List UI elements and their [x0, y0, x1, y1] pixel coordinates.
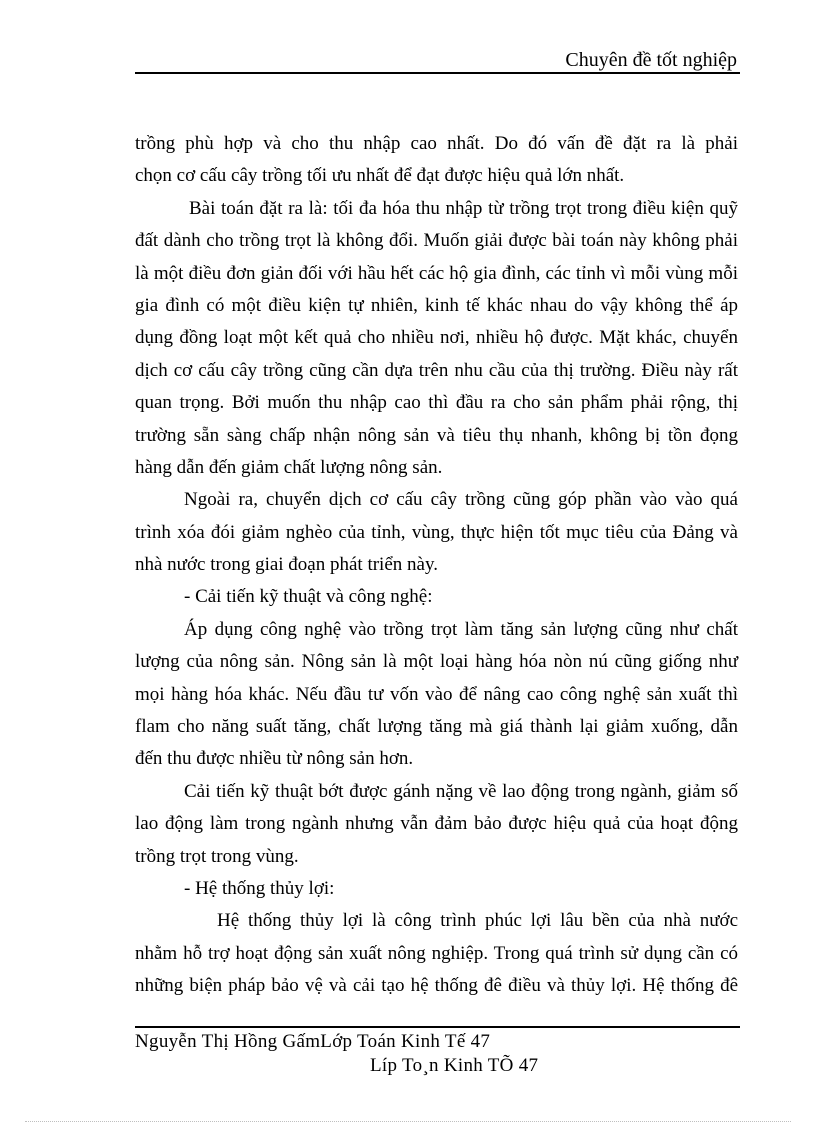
text-line: hàng dẫn đến giảm chất lượng nông sản.: [135, 456, 443, 478]
text-line: Ngoài ra, chuyển dịch cơ cấu cây trồng cũng góp phần vào vào quá: [184, 489, 738, 511]
text-line: nhằm hỗ trợ hoạt động sản xuất nông nghiệp. Trong quá trình sử dụng cần có: [135, 942, 738, 964]
footer-rule: [135, 1026, 740, 1028]
text-line: những biện pháp bảo vệ và cải tạo hệ thống đê điều và thủy lợi. Hệ thống đê: [135, 975, 738, 997]
text-line: gia đình có một điều kiện tự nhiên, kinh tế khác nhau do vậy không thể áp: [135, 294, 738, 316]
text-line: dịch cơ cấu cây trồng cũng cần dựa trên nhu cầu của thị trường. Điều này rất: [135, 359, 738, 381]
header-rule: [135, 72, 740, 74]
bullet-heading: - Hệ thống thủy lợi:: [184, 877, 335, 899]
text-line: lượng của nông sản. Nông sản là một loại hàng hóa nòn nú cũng giống như: [135, 651, 738, 673]
text-line: nhà nước trong giai đoạn phát triển này.: [135, 554, 438, 576]
text-line: Hệ thống thủy lợi là công trình phúc lợi lâu bền của nhà nước: [217, 910, 738, 932]
text-line: đến thu được nhiều từ nông sản hơn.: [135, 748, 414, 770]
text-line: trồng phù hợp và cho thu nhập cao nhất. Do đó vấn đề đặt ra là phải: [135, 133, 738, 154]
text-line: trồng trọt trong vùng.: [135, 845, 299, 867]
text-line: Bài toán đặt ra là: tối đa hóa thu nhập từ trồng trọt trong điều kiện quỹ: [189, 197, 738, 219]
text-line: là một điều đơn giản đối với hầu hết các hộ gia đình, các tỉnh vì mỗi vùng mỗi: [135, 262, 738, 284]
footer-author-line: Nguyễn Thị Hồng GấmLớp Toán Kinh Tế 47: [135, 1031, 491, 1052]
text-line: trường sẵn sàng chấp nhận nông sản và tiêu thụ nhanh, không bị tồn đọng: [135, 424, 738, 446]
text-line: flam cho năng suất tăng, chất lượng tăng mà giá thành lại giảm xuống, dẫn: [135, 716, 738, 738]
text-line: trình xóa đói giảm nghèo của tỉnh, vùng, thực hiện tốt mục tiêu của Đảng và: [135, 521, 738, 543]
text-line: quan trọng. Bởi muốn thu nhập cao thì đầu ra cho sản phẩm phải rộng, thị: [135, 392, 738, 414]
text-line: mọi hàng hóa khác. Nếu đầu tư vốn vào để nâng cao công nghệ sản xuất thì: [135, 683, 738, 705]
text-line: chọn cơ cấu cây trồng tối ưu nhất để đạt được hiệu quả lớn nhất.: [135, 165, 625, 187]
text-line: Cải tiến kỹ thuật bớt được gánh nặng về lao động trong ngành, giảm số: [184, 780, 738, 802]
body-text: [135, 128, 738, 1003]
page-edge-divider: [25, 1121, 791, 1122]
text-line: lao động làm trong ngành nhưng vẫn đảm bảo được hiệu quả của hoạt động: [135, 813, 738, 835]
text-line: Áp dụng công nghệ vào trồng trọt làm tăng sản lượng cũng như chất: [184, 618, 738, 640]
text-line: dụng đồng loạt một kết quả cho nhiều nơi, nhiều hộ được. Mặt khác, chuyển: [135, 327, 738, 349]
text-line: đất dành cho trồng trọt là không đổi. Muốn giải được bài toán này không phải: [135, 230, 738, 252]
footer-class-line: Líp To¸n Kinh TÕ 47: [370, 1055, 539, 1076]
bullet-heading: - Cải tiến kỹ thuật và công nghệ:: [184, 586, 433, 608]
header-title: Chuyên đề tốt nghiệp: [565, 49, 737, 71]
